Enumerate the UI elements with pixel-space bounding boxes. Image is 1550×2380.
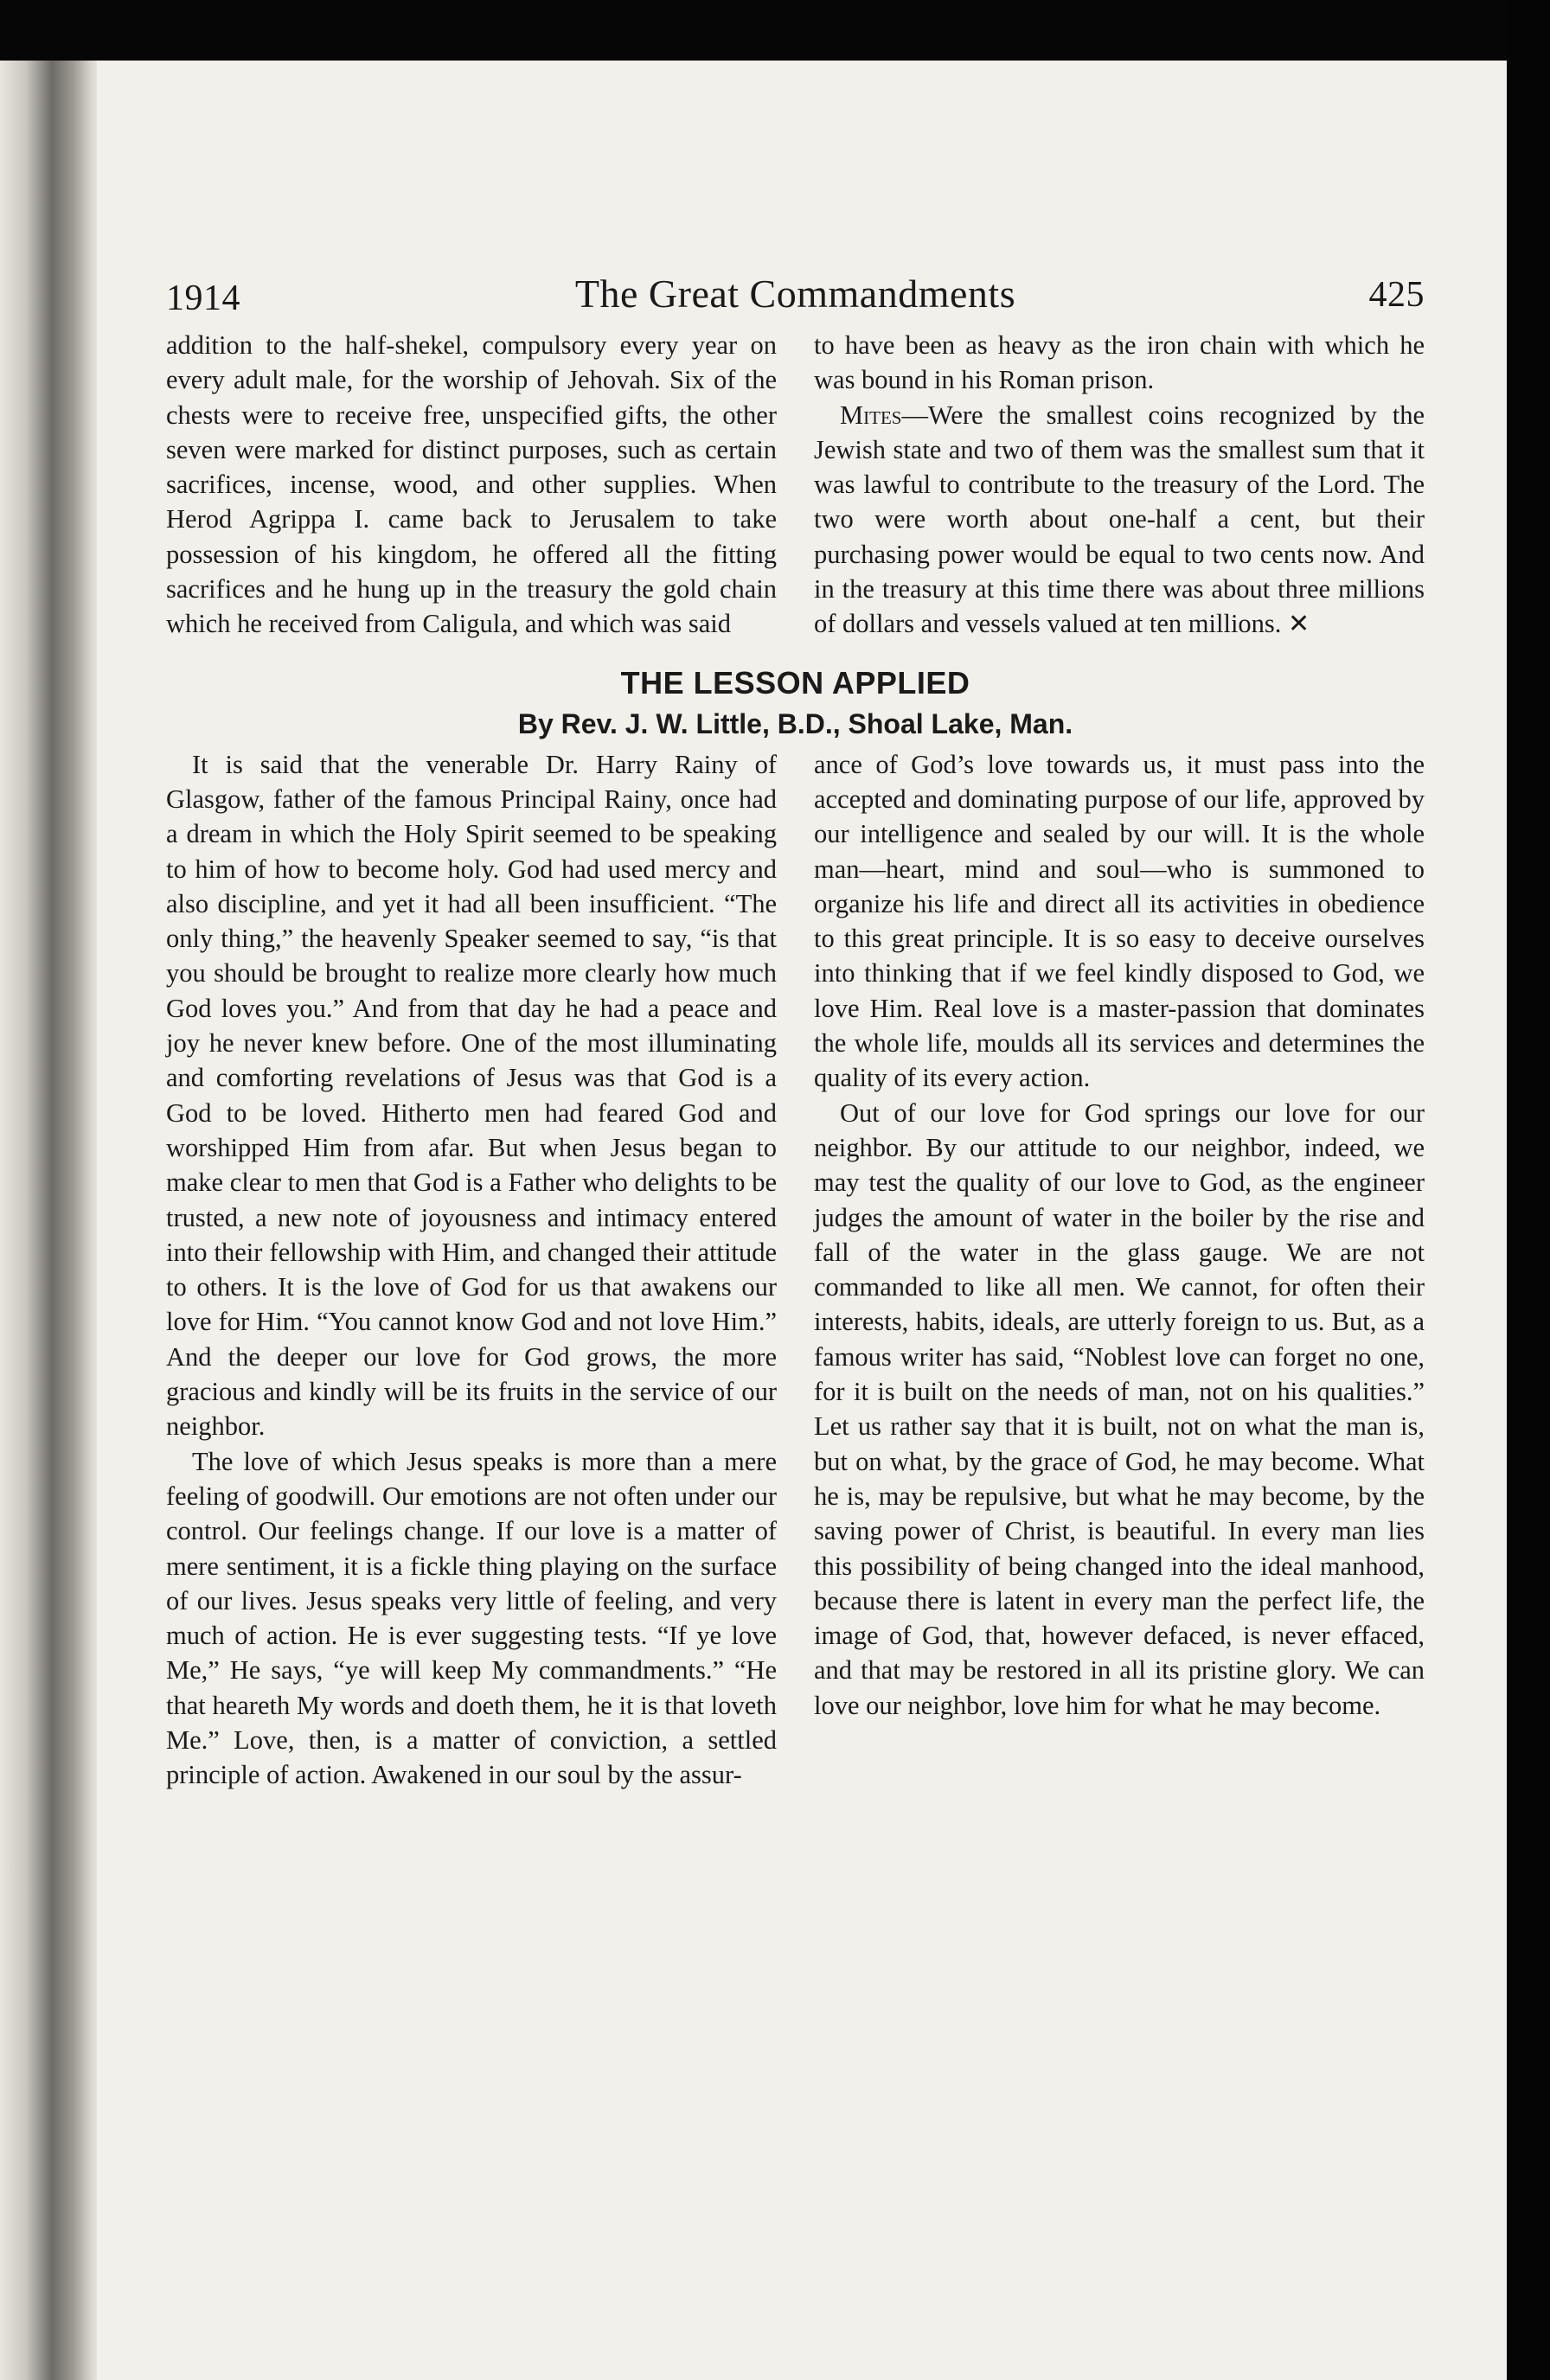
paragraph: addition to the half-shekel, compulsory every year on every adult male, for the worship of Jehovah. Six of the chests were to receive free, unspecified gifts, the other seven were marked for distinct purposes, such as certain sacrifices, incense, wood, and other supplies. When Herod Agrippa I. came back to Jerusalem to take possession of his kingdom, he offered all the fitting sacrifices and he hung up in the treasury the gold chain which he received from Caligula, and which was said	[166, 330, 777, 639]
section-title: THE LESSON APPLIED	[620, 664, 970, 701]
header-title: The Great Commandments	[574, 272, 1016, 316]
page-content	[166, 266, 1425, 1793]
lesson-body	[166, 747, 1425, 1793]
paragraph: to have been as heavy as the iron chain with which he was bound in his Roman prison.	[814, 330, 1425, 395]
mites-text: —Were the smallest coins recognized by the Jewish state and two of them was the smallest sum that it was lawful to contribute to the treasury of the Lord. The two were worth about one-half a cent, but their purchasing power would be equal to two cents now. And in the treasury at this time there was about three millions of dollars and vessels valued at ten millions.	[814, 400, 1425, 639]
paragraph: Out of our love for God springs our love for our neighbor. By our attitude to our neighbor, indeed, we may test the quality of our love to God, as the engineer judges the amount of water in the boiler by the rise and fall of the water in the glass gauge. We are not commanded to like all men. We cannot, for often their interests, habits, ideals, are utterly foreign to us. But, as a famous writer has said, “Noblest love can forget no one, for it is built on the needs of man, not on his qualities.” Let us rather say that it is built, not on what the man is, but on what, by the grace of God, he may become. What he is, may be repulsive, but what he may become, by the saving power of Christ, is beautiful. In every man lies this possibility of being changed into the ideal manhood, because there is latent in every man the perfect life, the image of God, that, however defaced, is never effaced, and that may be restored in all its pristine glory. We can love our neighbor, love him for what he may become.	[814, 1097, 1425, 1720]
top-left-column	[166, 328, 777, 643]
top-section	[166, 328, 1425, 643]
scan-right-shadow	[1507, 0, 1550, 2380]
running-header	[166, 266, 1425, 326]
pencil-mark: ✕	[1288, 609, 1310, 640]
scan-top-shadow	[0, 0, 1550, 61]
mites-paragraph	[814, 398, 1425, 643]
page-number: 425	[1368, 275, 1425, 315]
header-year: 1914	[166, 278, 240, 318]
lesson-left-column	[166, 747, 777, 1793]
mites-term: Mites	[840, 400, 902, 430]
section-byline: By Rev. J. W. Little, B.D., Shoal Lake, Man.	[517, 707, 1073, 739]
top-right-column	[814, 328, 1425, 643]
book-binding-edge	[0, 61, 102, 2380]
paragraph: ance of God’s love towards us, it must pass into the accepted and dominating purpose of our life, approved by our intelligence and sealed by our will. It is the whole man—heart, mind and soul—who is summoned to organize his life and direct all its activities in obedience to this great principle. It is so easy to deceive ourselves into thinking that if we feel kindly disposed to God, we love Him. Real love is a master-passion that dominates the whole life, moulds all its services and determines the quality of its every action.	[814, 749, 1425, 1093]
paragraph: The love of which Jesus speaks is more than a mere feeling of goodwill. Our emotions are not often under our control. Our feelings change. If our love is a matter of mere sentiment, it is a fickle thing playing on the surface of our lives. Jesus speaks very little of feeling, and very much of action. He is ever suggesting tests. “If ye love Me,” He says, “ye will keep My commandments.” “He that heareth My words and doeth them, he it is that loveth Me.” Love, then, is a matter of conviction, a settled principle of action. Awakened in our soul by the assur-	[166, 1446, 777, 1790]
lesson-right-column	[814, 747, 1425, 1793]
book-page	[97, 61, 1507, 2380]
paragraph: It is said that the venerable Dr. Harry Rainy of Glasgow, father of the famous Principal Rainy, once had a dream in which the Holy Spirit seemed to be speaking to him of how to become holy. God had used mercy and also discipline, and yet it had all been insufficient. “The only thing,” the heavenly Speaker seemed to say, “is that you should be brought to realize more clearly how much God loves you.” And from that day he had a peace and joy he never knew before. One of the most illuminating and comforting revelations of Jesus was that God is a God to be loved. Hitherto men had feared God and worshipped Him from afar. But when Jesus began to make clear to men that God is a Father who delights to be trusted, a new note of joyousness and intimacy entered into their fellowship with Him, and changed their attitude to others. It is the love of God for us that awakens our love for Him. “You cannot know God and not love Him.” And the deeper our love for God grows, the more gracious and kindly will be its fruits in the service of our neighbor.	[166, 749, 777, 1442]
